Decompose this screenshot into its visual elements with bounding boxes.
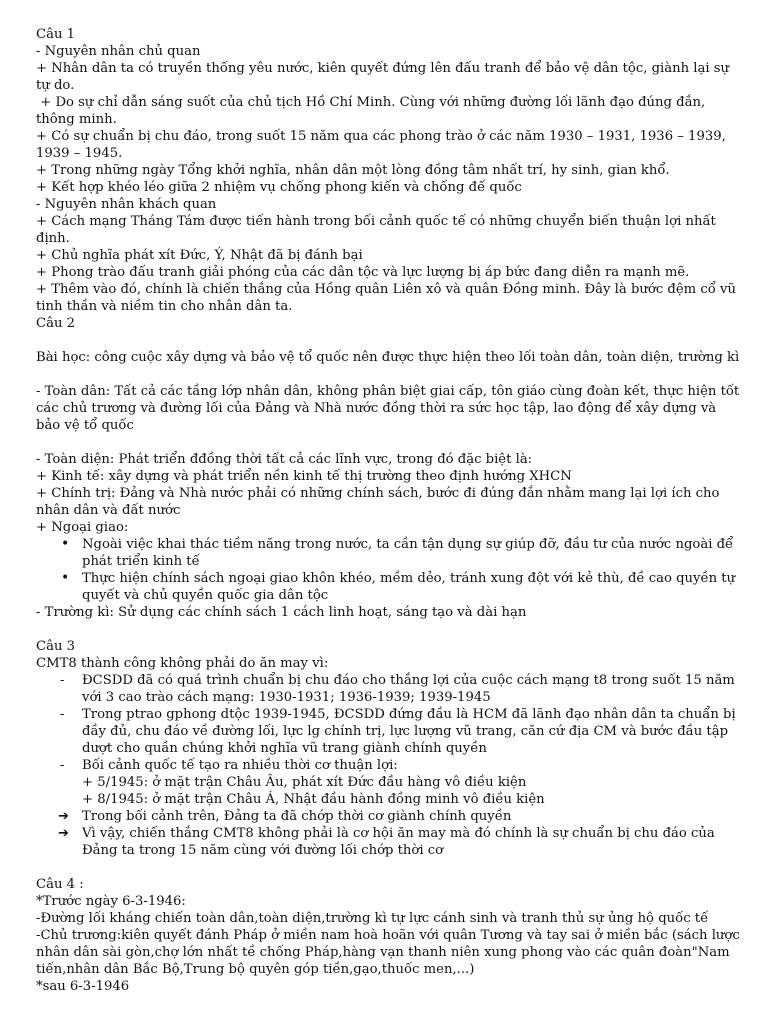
q1-line: + Cách mạng Tháng Tám được tiến hành trong bối cảnh quốc tế có những chuyển biến thuận lợi nhất định. (36, 214, 716, 246)
q1-line: + Kết hợp khéo léo giữa 2 nhiệm vụ chống phong kiến và chống đế quốc (36, 180, 522, 195)
q2-toan-dien-line: + Chính trị: Đảng và Nhà nước phải có những chính sách, bước đi đúng đắn nhằm mang lại lợi ích cho nhân dân và đất nước (36, 486, 720, 518)
q2-toan-dien-line: + Ngoại giao: (36, 520, 129, 535)
q3-sub-item: + 5/1945: ở mặt trận Châu Âu, phát xít Đức đầu hàng vô điều kiện (82, 775, 527, 790)
q2-toan-dan: - Toàn dân: Tất cả các tầng lớp nhân dân, không phân biệt giai cấp, tôn giáo cùng đoàn kết, thực hiện tốt các chủ trương và đường lối của Đảng và Nhà nước đồng thời ra sức học tập, lao động để xây dựng và bảo vệ tổ quốc (36, 384, 740, 433)
list-item: - Bối cảnh quốc tế tạo ra nhiều thời cơ thuận lợi: (82, 757, 744, 774)
q4-line: *Trước ngày 6-3-1946: (36, 894, 186, 909)
q3-intro: CMT8 thành công không phải do ăn may vì: (36, 656, 329, 671)
q1-line: - Nguyên nhân chủ quan (36, 44, 201, 59)
q3-sub-item: + 8/1945: ở mặt trận Châu Á, Nhật đầu hành đồng minh vô điều kiện (82, 792, 545, 807)
question-2-section (36, 315, 744, 621)
arrow-right-icon: ➔ (58, 826, 69, 841)
q2-ngoai-giao-list (36, 536, 744, 604)
q4-line: -Chủ trương:kiên quyết đánh Pháp ở miền nam hoà hoãn với quân Tương và tay sai ở miền bắc (sách lược nhân dân sài gòn,chợ lớn nhất tề chống Pháp,hàng vạn thanh niên xung phong vào các quân đoàn"Nam tiến,nhân dân Bắc Bộ,Trung bộ quyên góp tiền,gạo,thuốc men,...) (36, 928, 740, 977)
q3-conclusion-text: Trong bối cảnh trên, Đảng ta đã chớp thời cơ giành chính quyền (82, 809, 512, 824)
q2-lesson: Bài học: công cuộc xây dựng và bảo vệ tổ quốc nên được thực hiện theo lối toàn dân, toàn diện, trường kì (36, 350, 740, 365)
q1-line: + Thêm vào đó, chính là chiến thắng của Hồng quân Liên xô và quân Đồng minh. Đây là bước đệm cổ vũ tinh thần và niềm tin cho nhân dân ta. (36, 282, 736, 314)
q2-toan-dien-line: - Toàn diện: Phát triển đđồng thời tất cả các lĩnh vực, trong đó đặc biệt là: (36, 452, 533, 467)
q3-conclusion (36, 808, 744, 825)
q3-reasons-list (36, 672, 744, 774)
q2-truong-ki: - Trường kì: Sử dụng các chính sách 1 cách linh hoạt, sáng tạo và dài hạn (36, 605, 527, 620)
list-item: - Trong ptrao gphong dtộc 1939-1945, ĐCSDD đứng đầu là HCM đã lãnh đạo nhân dân ta chuẩn bị đầy đủ, chu đáo về đường lối, lực lg chính trị, lực lượng vũ trang, căn cứ địa CM và bước đầu tập dượt cho quần chúng khởi nghĩa vũ trang giành chính quyền (82, 706, 744, 757)
question-1-section (36, 26, 744, 315)
question-1-title: Câu 1 (36, 27, 76, 42)
question-3-section (36, 638, 744, 859)
q1-line: + Do sự chỉ dẫn sáng suốt của chủ tịch Hồ Chí Minh. Cùng với những đường lối lãnh đạo đúng đắn, thông minh. (36, 95, 710, 127)
q3-conclusion-text: Vì vậy, chiến thắng CMT8 không phải là cơ hội ăn may mà đó chính là sự chuẩn bị chu đáo của Đảng ta trong 15 năm cùng với đường lối chớp thời cơ (82, 826, 715, 858)
q2-toan-dien-line: + Kinh tế: xây dựng và phát triển nền kinh tế thị trường theo định hướng XHCN (36, 469, 572, 484)
q3-conclusion (36, 825, 744, 859)
q1-line: - Nguyên nhân khách quan (36, 197, 217, 212)
arrow-right-icon: ➔ (58, 809, 69, 824)
q4-line: -Đường lối kháng chiến toàn dân,toàn diện,trường kì tự lực cánh sinh và tranh thủ sự ủng hộ quốc tế (36, 911, 709, 926)
q1-line: + Chủ nghĩa phát xít Đức, Ý, Nhật đã bị đánh bại (36, 248, 363, 263)
q4-line: *sau 6-3-1946 (36, 979, 130, 994)
q1-line: + Nhân dân ta có truyền thống yêu nước, kiên quyết đứng lên đấu tranh để bảo vệ dân tộc, giành lại sự tự do. (36, 61, 730, 93)
q1-line: + Phong trào đấu tranh giải phóng của các dân tộc và lực lượng bị áp bức đang diễn ra mạnh mẽ. (36, 265, 690, 280)
list-item: - ĐCSDD đã có quá trình chuẩn bị chu đáo cho thắng lợi của cuộc cách mạng t8 trong suốt 15 năm với 3 cao trào cách mạng: 1930-1931; 1936-1939; 1939-1945 (82, 672, 744, 706)
question-3-title: Câu 3 (36, 639, 76, 654)
q1-line: + Trong những ngày Tổng khởi nghĩa, nhân dân một lòng đồng tâm nhất trí, hy sinh, gian khổ. (36, 163, 670, 178)
question-4-title: Câu 4 : (36, 877, 84, 892)
question-4-section (36, 876, 744, 995)
question-2-title: Câu 2 (36, 316, 76, 331)
list-item: • Thực hiện chính sách ngoại giao khôn khéo, mềm dẻo, tránh xung đột với kẻ thù, đề cao quyền tự quyết và chủ quyền quốc gia dân tộc (82, 570, 744, 604)
list-item: • Ngoài việc khai thác tiềm năng trong nước, ta cần tận dụng sự giúp đỡ, đầu tư của nước ngoài để phát triển kinh tế (82, 536, 744, 570)
q1-line: + Có sự chuẩn bị chu đáo, trong suốt 15 năm qua các phong trào ở các năm 1930 – 1931, 1936 – 1939, 1939 – 1945. (36, 129, 726, 161)
